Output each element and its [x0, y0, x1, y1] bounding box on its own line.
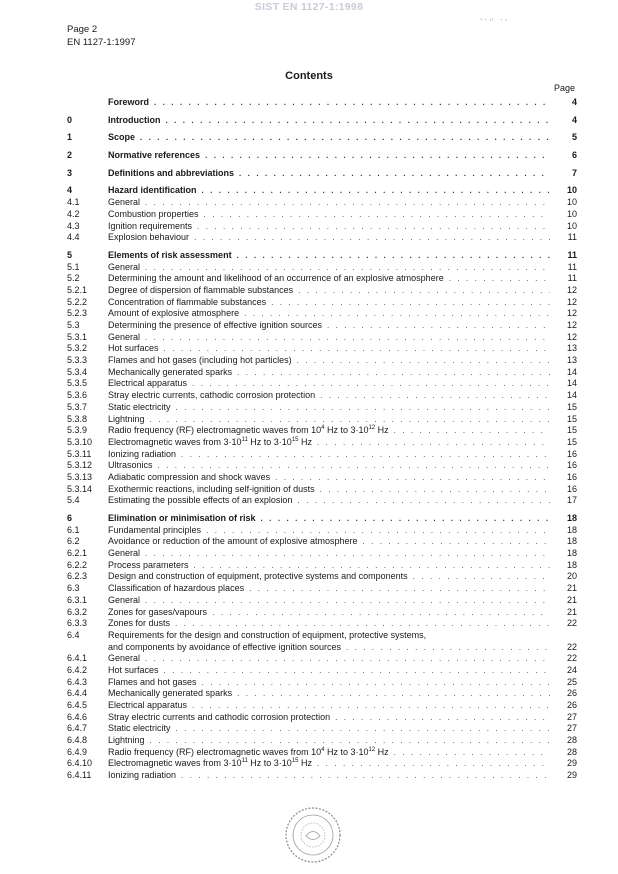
toc-entry-number: 6.4.7 — [67, 723, 88, 734]
dot-leader — [239, 169, 550, 178]
toc-entry-title: Radio frequency (RF) electromagnetic waves from $10^4$ Hz to $3\cdot 10^{12}$ Hz — [108, 425, 389, 436]
toc-entry — [67, 332, 577, 344]
toc-entry-title: Ionizing radiation — [108, 448, 177, 459]
watermark: SIST EN 1127-1:1998 — [254, 1, 364, 13]
dot-leader — [154, 98, 550, 107]
header-standard-id: EN 1127-1:1997 — [67, 37, 136, 48]
toc-entry-title: and components by avoidance of effective ignition sources — [108, 641, 341, 652]
toc-entry-page: 21 — [566, 594, 577, 605]
toc-entry-page: 14 — [566, 390, 577, 401]
toc-entry-page: 12 — [566, 296, 577, 307]
toc-entry — [67, 548, 577, 560]
dot-leader — [249, 584, 550, 593]
toc-entry-page: 28 — [566, 735, 577, 746]
toc-entry-title: General — [108, 197, 141, 208]
toc-entry-number: 5 — [67, 249, 73, 260]
toc-entry-title: Explosion behaviour — [108, 232, 190, 243]
toc-entry-page: 21 — [566, 583, 577, 594]
dot-leader — [194, 561, 550, 570]
toc-entry — [67, 437, 577, 449]
toc-entry-title: General — [108, 261, 141, 272]
toc-entry-number: 5.2.1 — [67, 284, 88, 295]
dot-leader — [197, 222, 550, 231]
dot-leader — [145, 333, 550, 342]
toc-entry — [67, 355, 577, 367]
toc-entry-title: Static electricity — [108, 723, 171, 734]
toc-entry-title: Introduction — [108, 114, 161, 125]
toc-entry — [67, 571, 577, 583]
toc-entry — [67, 770, 577, 782]
dot-leader — [166, 116, 551, 125]
toc-entry-title: Lightning — [108, 735, 145, 746]
scan-noise: ⸱ · ‧⸱ · ‧ — [480, 15, 508, 24]
dot-leader — [194, 233, 550, 242]
toc-entry-page: 7 — [571, 167, 577, 178]
toc-entry-page: 20 — [566, 571, 577, 582]
toc-entry-title: Ionizing radiation — [108, 770, 177, 781]
dot-leader — [204, 210, 550, 219]
toc-entry-title: Combustion properties — [108, 208, 199, 219]
toc-entry-title: Electromagnetic waves from $3\cdot 10^{11}$ Hz to $3\cdot 10^{15}$ Hz — [108, 758, 313, 769]
dot-leader — [261, 514, 550, 523]
toc-entry-page: 25 — [566, 676, 577, 687]
toc-entry — [67, 747, 577, 759]
toc-entry-page: 14 — [566, 378, 577, 389]
toc-entry — [67, 343, 577, 355]
toc-entry — [67, 653, 577, 665]
toc-entry — [67, 513, 577, 525]
toc-entry — [67, 297, 577, 309]
toc-entry-page: 27 — [566, 723, 577, 734]
dot-leader — [298, 286, 550, 295]
toc-entry-title: Mechanically generated sparks — [108, 688, 233, 699]
toc-entry-number: 5.3.10 — [67, 436, 93, 447]
toc-entry — [67, 273, 577, 285]
toc-entry-page: 26 — [566, 700, 577, 710]
toc-entry-number: 6.4.2 — [67, 664, 88, 675]
toc-entry-number: 6.2 — [67, 536, 80, 547]
toc-entry — [67, 630, 577, 642]
toc-entry-page: 12 — [566, 320, 577, 330]
dot-leader — [237, 368, 550, 377]
toc-entry — [67, 320, 577, 332]
toc-entry-title: Scope — [108, 132, 136, 143]
toc-entry-page: 15 — [566, 425, 577, 436]
toc-entry-number: 6.4.8 — [67, 735, 88, 746]
toc-entry-number: 6.1 — [67, 524, 80, 535]
dot-leader — [320, 391, 550, 400]
toc-entry-page: 18 — [566, 513, 577, 523]
toc-entry — [67, 402, 577, 414]
toc-entry-title: General — [108, 548, 141, 559]
toc-entry — [67, 618, 577, 630]
toc-entry-page: 10 — [566, 208, 577, 219]
toc-entry-number: 1 — [67, 132, 73, 143]
toc-entry-number: 2 — [67, 150, 73, 161]
toc-entry-title: Ultrasonics — [108, 460, 153, 471]
toc-entry-number: 5.3 — [67, 320, 80, 330]
dot-leader — [394, 426, 550, 435]
page-title: Contents — [285, 70, 333, 82]
toc-entry — [67, 285, 577, 297]
toc-entry-number: 5.3.5 — [67, 378, 88, 389]
toc-entry-title: Foreword — [108, 97, 150, 107]
toc-entry — [67, 250, 577, 262]
toc-entry-page: 16 — [566, 483, 577, 494]
toc-entry-page: 11 — [567, 232, 577, 243]
toc-entry — [67, 378, 577, 390]
toc-entry — [67, 232, 577, 244]
toc-entry-number: 4.3 — [67, 220, 80, 231]
toc-entry-page: 11 — [567, 249, 577, 260]
dot-leader — [346, 643, 550, 652]
toc-entry-title: Determining the amount and likelihood of an occurrence of an explosive atmosphere — [108, 273, 444, 284]
dot-leader — [202, 678, 550, 687]
toc-entry-title: General — [108, 331, 141, 342]
toc-entry-number: 4.2 — [67, 208, 80, 219]
toc-entry — [67, 425, 577, 437]
dot-leader — [140, 133, 550, 142]
dot-leader — [145, 654, 550, 663]
toc-entry-title: Degree of dispersion of flammable substances — [108, 284, 294, 295]
toc-entry — [67, 560, 577, 572]
toc-entry-number: 6.4.1 — [67, 653, 88, 664]
toc-entry — [67, 712, 577, 724]
toc-entry-page: 15 — [566, 436, 577, 447]
toc-entry-number: 5.3.1 — [67, 331, 88, 342]
dot-leader — [158, 461, 550, 470]
dot-leader — [145, 549, 550, 558]
toc-entry-title: Adiabatic compression and shock waves — [108, 471, 271, 482]
toc-entry-page: 14 — [566, 366, 577, 377]
toc-entry-title: Static electricity — [108, 401, 171, 412]
toc-entry — [67, 665, 577, 677]
toc-entry — [67, 150, 577, 162]
toc-entry-number: 5.3.3 — [67, 355, 88, 366]
toc-entry-number: 6.3 — [67, 583, 80, 594]
toc-entry-page: 18 — [566, 524, 577, 535]
toc-entry-title: Exothermic reactions, including self-ignition of dusts — [108, 483, 315, 494]
toc-entry-number: 6.4.10 — [67, 758, 93, 769]
dot-leader — [205, 151, 550, 160]
toc-entry — [67, 700, 577, 712]
dot-leader — [327, 321, 550, 330]
toc-entry-page: 12 — [566, 284, 577, 295]
dot-leader — [145, 198, 550, 207]
toc-entry-page: 18 — [566, 559, 577, 570]
toc-entry-number: 6.2.2 — [67, 559, 88, 570]
toc-entry-number: 6.4.5 — [67, 700, 88, 710]
dot-leader — [271, 298, 550, 307]
toc-entry — [67, 536, 577, 548]
toc-entry-title: Electrical apparatus — [108, 700, 188, 710]
toc-entry — [67, 607, 577, 619]
toc-entry-number: 5.3.14 — [67, 483, 93, 494]
toc-entry-number: 5.3.9 — [67, 425, 88, 436]
dot-leader — [145, 263, 550, 272]
toc-entry-title: Estimating the possible effects of an explosion — [108, 495, 293, 506]
toc-entry — [67, 168, 577, 180]
toc-entry-title: Hazard identification — [108, 185, 197, 196]
toc-entry-number: 5.2.2 — [67, 296, 88, 307]
toc-entry-page: 6 — [571, 150, 577, 161]
toc-entry — [67, 525, 577, 537]
toc-entry-number: 5.2 — [67, 273, 80, 284]
toc-entry-number: 5.3.11 — [67, 448, 92, 459]
toc-entry-title: Ignition requirements — [108, 220, 193, 231]
toc-entry-title: Electrical apparatus — [108, 378, 188, 389]
dot-leader — [297, 496, 550, 505]
toc-entry — [67, 132, 577, 144]
toc-entry — [67, 308, 577, 320]
dot-leader — [181, 450, 550, 459]
toc-entry-page: 11 — [567, 261, 577, 272]
dot-leader — [237, 251, 550, 260]
toc-entry-page: 13 — [566, 355, 577, 366]
toc-entry-number: 5.3.4 — [67, 366, 88, 377]
toc-entry-title: Process parameters — [108, 559, 189, 570]
toc-entry — [67, 449, 577, 461]
toc-entry-number: 6.4 — [67, 629, 80, 640]
toc-entry-title: Stray electric currents and cathodic corrosion protection — [108, 711, 331, 722]
toc-entry-title: Mechanically generated sparks — [108, 366, 233, 377]
toc-entry-page: 10 — [566, 185, 577, 196]
toc-entry-page: 24 — [566, 664, 577, 675]
dot-leader — [145, 596, 550, 605]
toc-entry-number: 5.3.8 — [67, 413, 88, 424]
dot-leader — [449, 274, 550, 283]
toc-entry-title: Flames and hot gases (including hot particles) — [108, 355, 292, 366]
dot-leader — [237, 689, 550, 698]
toc-entry-number: 5.3.6 — [67, 390, 88, 401]
toc-entry-page: 16 — [566, 448, 577, 459]
toc-entry-title: Lightning — [108, 413, 145, 424]
toc-entry-page: 10 — [566, 197, 577, 208]
dot-leader — [335, 713, 550, 722]
toc-entry-page: 11 — [567, 273, 577, 284]
toc-entry-title: General — [108, 653, 141, 664]
toc-entry-number: 6.4.9 — [67, 746, 88, 757]
dot-leader — [317, 759, 550, 768]
toc-entry-number: 6.4.6 — [67, 711, 88, 722]
dot-leader — [413, 572, 550, 581]
toc-entry-number: 4.4 — [67, 232, 80, 243]
toc-entry-page: 12 — [566, 308, 577, 319]
toc-entry-page: 21 — [566, 606, 577, 617]
toc-entry-page: 18 — [566, 536, 577, 547]
toc-entry-title: Elements of risk assessment — [108, 249, 232, 260]
toc-entry-page: 10 — [566, 220, 577, 231]
toc-entry — [67, 221, 577, 233]
seal-stamp-icon — [284, 806, 342, 864]
toc-entry-page: 12 — [566, 331, 577, 342]
toc-entry-title: General — [108, 594, 141, 605]
toc-entry-number: 6.4.11 — [67, 770, 92, 781]
dot-leader — [176, 403, 550, 412]
dot-leader — [363, 537, 551, 546]
dot-leader — [175, 619, 550, 628]
toc-entry-title: Fundamental principles — [108, 524, 202, 535]
toc-entry — [67, 495, 577, 507]
toc-entry-number: 6.3.2 — [67, 606, 88, 617]
dot-leader — [150, 415, 550, 424]
toc-entry-page: 4 — [571, 114, 577, 125]
toc-entry-page: 29 — [566, 770, 577, 781]
toc-entry — [67, 185, 577, 197]
toc-entry-page: 17 — [566, 495, 577, 506]
dot-leader — [275, 473, 550, 482]
toc-entry-page: 22 — [566, 641, 577, 652]
toc-entry-title: Amount of explosive atmosphere — [108, 308, 240, 319]
dot-leader — [320, 485, 550, 494]
toc-entry-title: Concentration of flammable substances — [108, 296, 267, 307]
toc-entry-number: 6.2.3 — [67, 571, 88, 582]
toc-entry-number: 6.4.3 — [67, 676, 88, 687]
dot-leader — [181, 771, 550, 780]
toc-entry-title: Definitions and abbreviations — [108, 167, 235, 178]
toc-entry-page: 29 — [566, 758, 577, 769]
toc-entry — [67, 115, 577, 127]
toc-entry-number: 6.2.1 — [67, 548, 88, 559]
toc-entry-number: 5.3.13 — [67, 471, 93, 482]
toc-entry-title: Hot surfaces — [108, 343, 159, 354]
toc-entry-title: Design and construction of equipment, protective systems and components — [108, 571, 408, 582]
toc-entry-page: 16 — [566, 471, 577, 482]
toc-entry-title: Classification of hazardous places — [108, 583, 245, 594]
toc-entry-page: 18 — [566, 548, 577, 559]
toc-entry-page: 15 — [566, 413, 577, 424]
toc-entry-page: 26 — [566, 688, 577, 699]
dot-leader — [206, 526, 550, 535]
toc-entry-page: 15 — [566, 401, 577, 412]
toc-entry-page: 22 — [566, 618, 577, 629]
toc-entry — [67, 677, 577, 689]
dot-leader — [317, 438, 550, 447]
toc-entry — [67, 758, 577, 770]
dot-leader — [202, 186, 550, 195]
toc-entry-title: Requirements for the design and construction of equipment, protective systems, — [108, 629, 427, 640]
toc-entry-number: 0 — [67, 114, 73, 125]
dot-leader — [164, 666, 550, 675]
toc-entry-number: 5.3.12 — [67, 460, 93, 471]
toc-entry — [67, 735, 577, 747]
toc-entry-number: 6.3.3 — [67, 618, 88, 629]
toc-entry-page: 22 — [566, 653, 577, 664]
toc-entry — [67, 367, 577, 379]
toc-entry — [67, 688, 577, 700]
dot-leader — [176, 724, 550, 733]
toc-entry — [67, 723, 577, 735]
dot-leader — [212, 608, 550, 617]
toc-entry — [67, 390, 577, 402]
toc-entry — [67, 583, 577, 595]
toc-entry-number: 5.1 — [67, 261, 80, 272]
toc-entry-title: Elimination or minimisation of risk — [108, 513, 256, 523]
dot-leader — [394, 748, 550, 757]
toc-entry — [67, 97, 577, 109]
toc-entry — [67, 197, 577, 209]
toc-entry — [67, 484, 577, 496]
toc-entry-title: Flames and hot gases — [108, 676, 197, 687]
toc-entry-title: Zones for gases/vapours — [108, 606, 208, 617]
table-of-contents — [67, 97, 577, 782]
toc-entry-number: 6.4.4 — [67, 688, 88, 699]
toc-entry-title: Stray electric currents, cathodic corrosion protection — [108, 390, 316, 401]
toc-entry — [67, 209, 577, 221]
toc-entry-page: 27 — [566, 711, 577, 722]
toc-entry-page: 4 — [571, 97, 577, 107]
toc-entry-page: 5 — [571, 132, 577, 143]
toc-entry-title: Radio frequency (RF) electromagnetic waves from $10^4$ Hz to $3\cdot 10^{12}$ Hz — [108, 746, 389, 757]
dot-leader — [164, 344, 550, 353]
toc-entry-number: 5.3.7 — [67, 401, 88, 412]
toc-entry — [67, 262, 577, 274]
toc-entry-number: 6.3.1 — [67, 594, 88, 605]
toc-entry-number: 3 — [67, 167, 73, 178]
dot-leader — [150, 736, 550, 745]
page-column-label: Page — [554, 83, 576, 93]
header-page-number: Page 2 — [67, 24, 98, 35]
toc-entry-number: 5.2.3 — [67, 308, 88, 319]
toc-entry-number: 5.3.2 — [67, 343, 88, 354]
toc-entry-title: Zones for dusts — [108, 618, 171, 629]
toc-entry-number: 5.4 — [67, 495, 80, 506]
dot-leader — [244, 309, 550, 318]
toc-entry-number: 6 — [67, 513, 73, 523]
toc-entry-number: 4.1 — [67, 197, 80, 208]
toc-entry — [67, 595, 577, 607]
toc-entry — [67, 472, 577, 484]
toc-entry-page: 28 — [566, 746, 577, 757]
toc-entry-number: 4 — [67, 185, 73, 196]
toc-entry — [67, 642, 577, 654]
dot-leader — [192, 379, 550, 388]
toc-entry-page: 13 — [566, 343, 577, 354]
dot-leader — [297, 356, 550, 365]
toc-entry-title: Avoidance or reduction of the amount of explosive atmosphere — [108, 536, 358, 547]
toc-entry-title: Normative references — [108, 150, 201, 161]
toc-entry — [67, 414, 577, 426]
toc-entry-page: 16 — [566, 460, 577, 471]
toc-entry-title: Electromagnetic waves from $3\cdot 10^{11}$ Hz to $3\cdot 10^{15}$ Hz — [108, 436, 313, 447]
dot-leader — [192, 701, 550, 710]
toc-entry-title: Hot surfaces — [108, 664, 159, 675]
toc-entry-title: Determining the presence of effective ignition sources — [108, 320, 322, 330]
toc-entry — [67, 460, 577, 472]
